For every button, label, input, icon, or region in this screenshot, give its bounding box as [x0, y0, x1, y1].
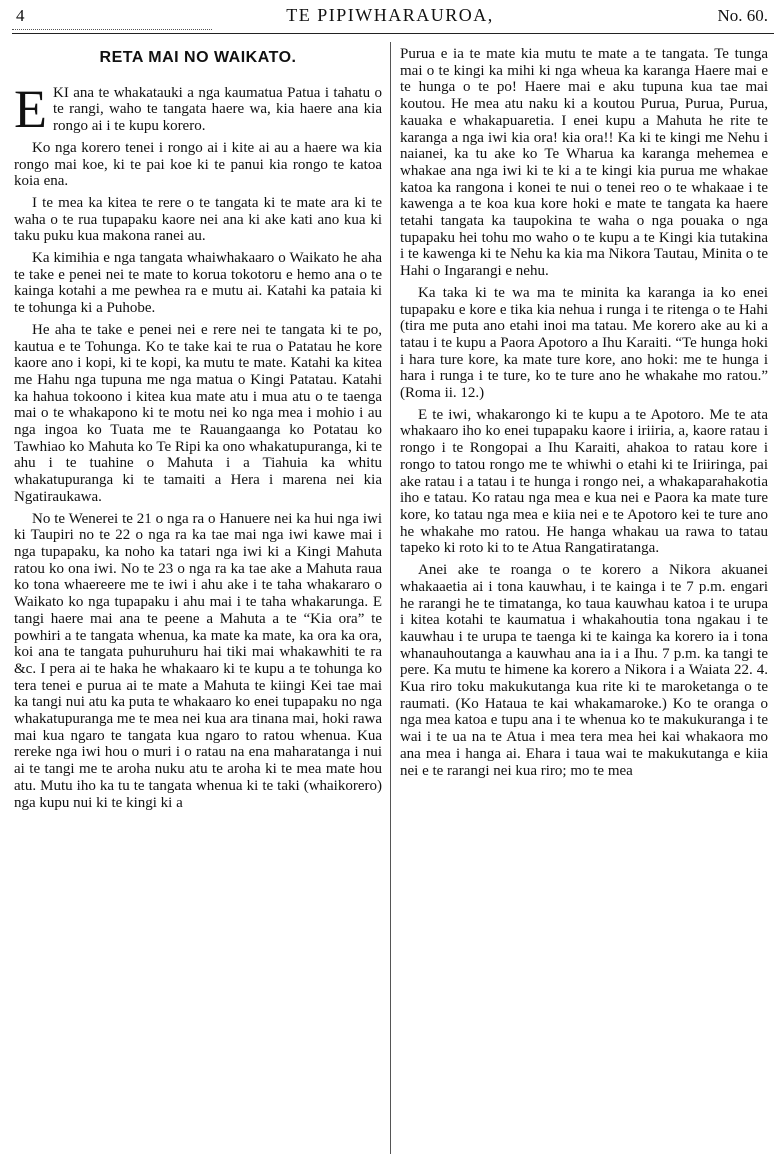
- article-paragraph: Ka kimihia e nga tangata whaiwhakaaro o Waikato he aha te take e penei nei te mate to korua tokotoru e hemo ana o te kainga kotahi a me pewhea ra e mutu ai. Katahi ka pataia ki te tohunga ki a Puhobe.: [14, 250, 382, 317]
- newspaper-title: TE PIPIWHARAUROA,: [286, 5, 494, 25]
- article-paragraph: Ko nga korero tenei i rongo ai i kite ai au a haere wa kia rongo mai koe, ki te pai koe ki te panui kia rongo te katoa koia ena.: [14, 139, 382, 190]
- article-paragraph: Purua e ia te mate kia mutu te mate a te tangata. Te tunga mai o te kingi ka mihi ki nga wheua ka karanga Haere mai e te hunga o te po! Haere mai e aku tupuna kua tae mai koutou. He mea atu naku ki a koutou Purua, Purua, Purua, kauaka e whakapuaretia. I enei kupu a Mahuta he rite te karanga a nga iwi kia ora! kia ora!! Ka ki te kingi me Nehu i naianei, ka tu ake ko Te Wharua ka karanga mehemea e whakae ana nga iwi ki te ki a te kingi kia purua me whakae katoa ka rangona i konei te nui o tenei reo o te whakaae i te kawenga a te koa kua kore hoki e mate te tangata ka haere tetahi tangata ka taupokina te waha o nga pouaka o nga tupapaku hei tohu mo waho o te kupu a te Kingi kia tutakina i te kawenga ki te Nehu ka kia ma Nikora Tautau, Minita o te Hahi o Ingarangi e nehu.: [400, 46, 768, 280]
- article-paragraph: Ka taka ki te wa ma te minita ka karanga ia ko enei tupapaku e kore e tika kia nehua i runga i te ritenga o te Hahi (tira me puta ano etahi inoi ma tatau. Me korero ake au ki a tatau i te kupu a Paora Apotoro a Ihu Karaiti. “Te hunga hoki i hara ture kore, ka mate ture kore, ano hoki: me te hunga i hara i runga i te ture, ko te ture ano he whakahe mo ratou.” (Roma ii. 12.): [400, 284, 768, 402]
- article-paragraph: I te mea ka kitea te rere o te tangata ki te mate ara ki te waha o te rua tupapaku kaore nei ana ki ake kati ano kua ki taku puku kua makona ranei au.: [14, 194, 382, 245]
- drop-cap: E: [14, 78, 47, 139]
- header-dotted-rule: [12, 29, 212, 30]
- article-paragraph: E te iwi, whakarongo ki te kupu a te Apotoro. Me te ata whakaaro iho ko enei tupapaku kaore i iriiria, a, kaore ratau i rongo i te Rongopai a Ihu Karaiti, ahakoa to ratau kore i rongo to tatou rongo me te whiwhi o etahi ki te Iriiringa, pai ake ratau i a tatau i te hunga i rongo nei, a whakaparahakotia iho e tatau. Ko ratau nga mea e kua nei e Paora ka mate ture kore, ko tatau nga mea e kiia nei e te Apotoro kei te ture ano he whakahe mo ratou. He hanga whakau ua rawa to tatau tapeko ki roto ki to te Atua Rangatiratanga.: [400, 406, 768, 557]
- article-paragraph: No te Wenerei te 21 o nga ra o Hanuere nei ka hui nga iwi ki Taupiri no te 22 o nga ra ka tae mai nga iwi kawe mai i nga tupapaku, ka noho ka tatari nga iwi ki a Kingi Mahuta ratou ko ona iwi. No te 23 o nga ra ka tae ake a Mahuta raua ko tona whaereere me te iwi i ahu ake i te taha whakararo o Waikato ko nga tupapaku i ahu mai i te taha whakarunga. E tangi haere mai ana te peene a Mahuta a te “Kia ora” te powhiri a te tangata whenua, ka mate ka mate, ka ora ka ora, koi ana te tangata puhuruhuru hai tiki mai whakawhiti te ra &c. I pera ai te haka he whakaaro ki te kupu a te tohunga ko tera tenei e purua ai te mate a Mahuta te kiingi Kei tae mai ka tangi nui atu ka puta te whakaaro ko enei tupapaku no nga whakatupuranga me te mea nei kua ara tinana mai, hoki rawa mai kua ngaro te tangata kua ngaro to ratou whenua. Kua rereke nga iwi hou o muri i o ratau na ena maharatanga i nui ai te tangi me te aroha nuku atu te aroha ki te mea mate hou atu. Mutu iho ka tu te tangata whenua ki te taki (whaikorero) nga kupu nui ki te kingi ki a: [14, 510, 382, 811]
- right-column: [400, 46, 768, 784]
- left-column: [14, 46, 382, 816]
- article-paragraph: EKI ana te whakatauki a nga kaumatua Patua i tahatu o te rangi, waho te tangata haere wa, kia haere ana kia rongo ai i te kupu korero.: [14, 78, 382, 139]
- column-divider: [390, 42, 391, 1154]
- article-paragraph: Anei ake te roanga o te korero a Nikora akuanei whakaaetia ai i tona kauwhau, i te kainga i te 7 p.m. engari he rarangi he te timatanga, ko taua kauwhau katoa i te urupa i kitea kotahi te kaumatua i whakahoutia tona ngakau i te kauwhau i te urupa te taenga ki te kainga ka korero ia i tona whanauhoutanga a kauwhau ana ia i a Ihu. 7 p.m. ka tangi te pere. Ka mutu te himene ka korero a Nikora i a Waiata 22. 4. Kua riro toku makukutanga kua rite ki te maroketanga o te raumati. (Ko Hataua te kai whakamaroke.) Ko te oranga o nga mea katoa e tupu ana i te whenua ko te makukuranga i te wai i te ua na te Atua i mea tera mea hei kai whakaora mo ana mea i hanga ai. Ehara i taua wai te makukutanga e kiia nei e te rarangi nei kua riro; mo te mea: [400, 562, 768, 779]
- article-title: RETA MAI NO WAIKATO.: [99, 49, 297, 66]
- header-rule: [12, 33, 774, 34]
- page-number: 4: [16, 6, 25, 25]
- article-paragraph: He aha te take e penei nei e rere nei te tangata ki te po, kautua e te Tohunga. Ko te take kai te rua o Patatau he kore kaore ano i kopi, ki te kopi, ka mutu te mate. Katahi ka kitea me Hahu nga tupuna me nga matua o Kingi Patatau. Katahi ka hahua tokoono i kitea kua mate atu i mua atu o te taenga mai o te whakapono ki te motu nei ko nga mea i mohio i au nga ingoa ko Tuata me te Rauangaanga ko Potatau ko Tawhiao ko Mahuta ko Te Ripi ka ono whakatupuranga, ki te ahu i te tuahine o Mahuta i a Tiahuia ka whitu whakatupuranga ki te tamaiti a Hera i marena nei kia Ngatiraukawa.: [14, 321, 382, 505]
- issue-number: No. 60.: [717, 6, 768, 25]
